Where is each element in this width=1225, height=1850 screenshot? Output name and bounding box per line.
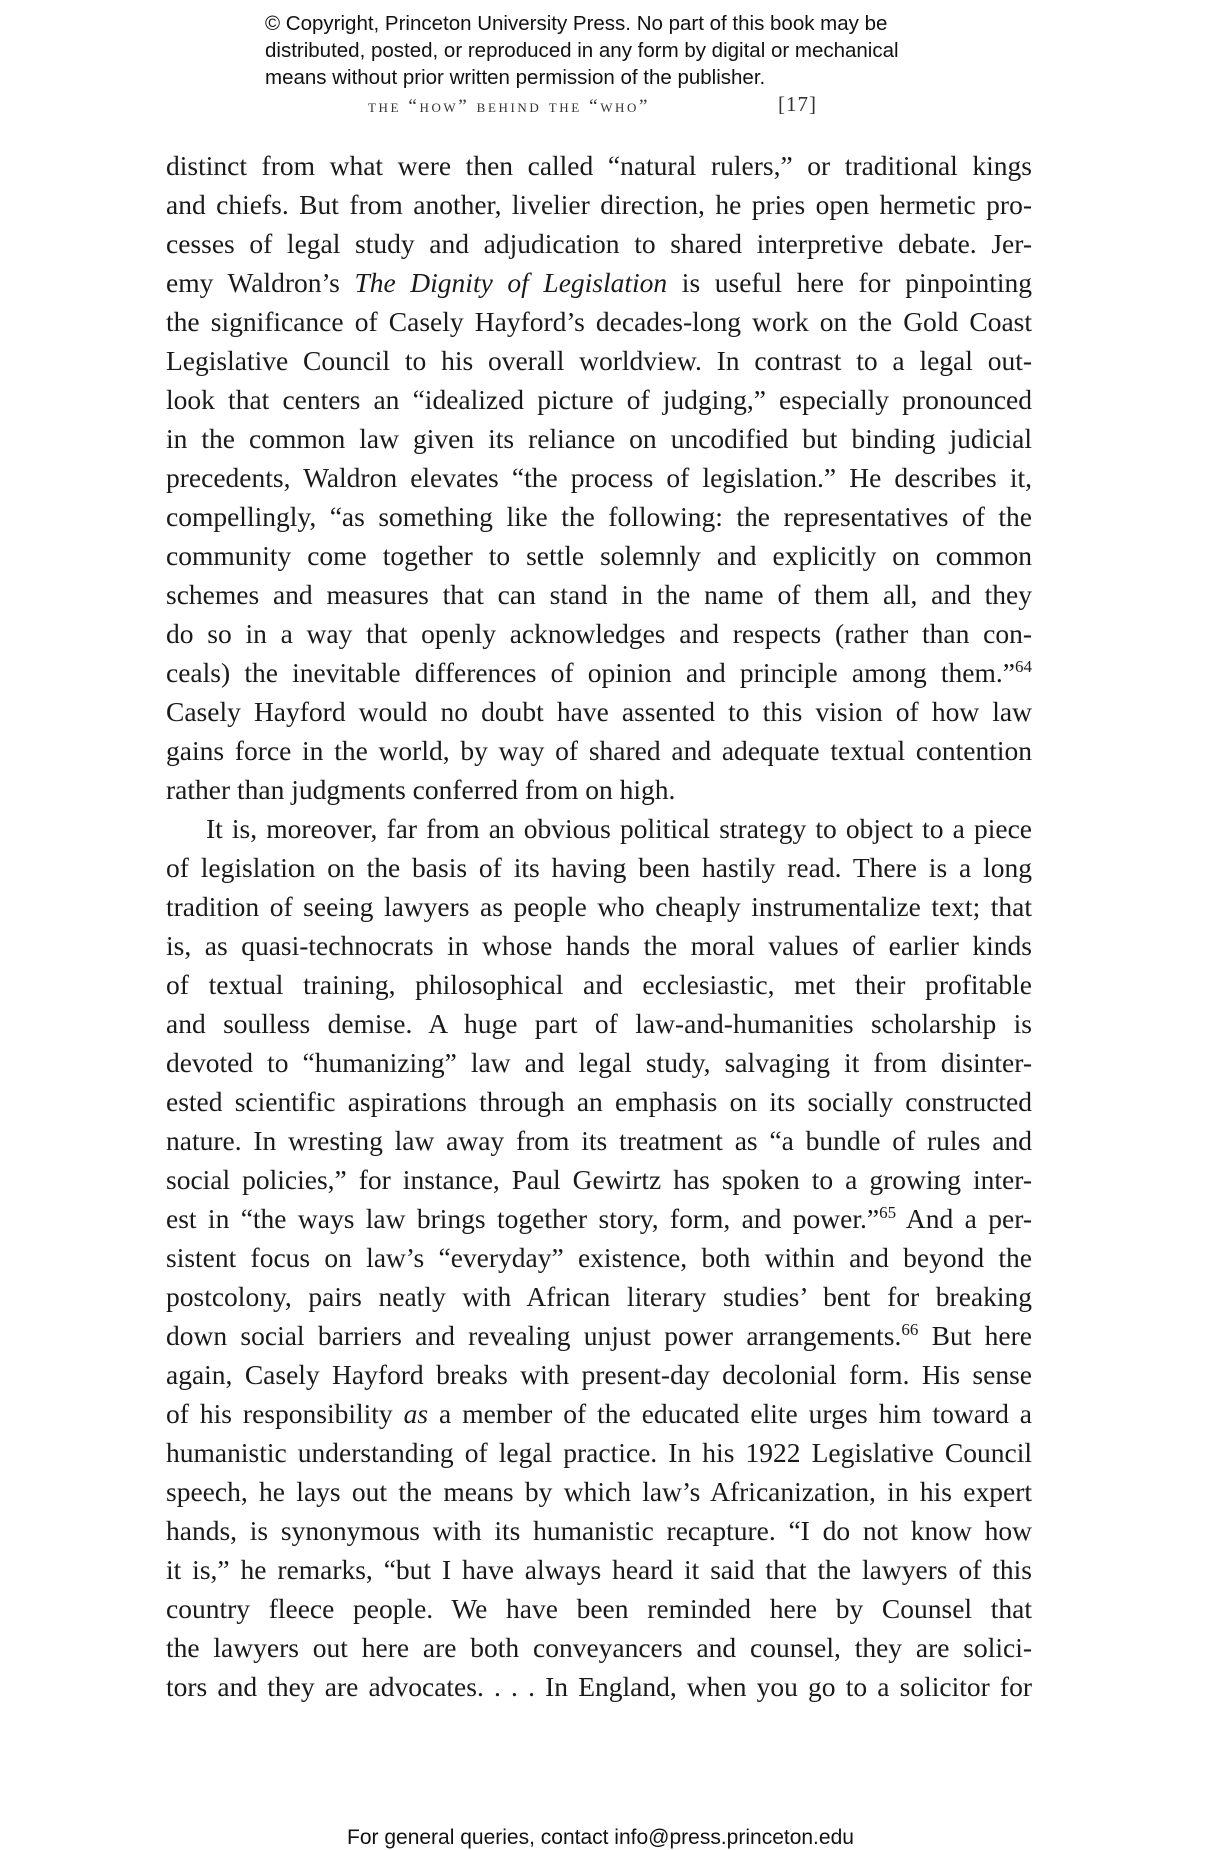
text-line: sistent focus on law’s “everyday” existence, both within and beyond the xyxy=(166,1242,1032,1273)
text-line: down social barriers and revealing unjust power arrangements.$^{66}$ But here xyxy=(166,1320,1032,1351)
text-line: devoted to “humanizing” law and legal study, salvaging it from disinter- xyxy=(166,1047,1032,1078)
text-line: schemes and measures that can stand in the name of them all, and they xyxy=(166,579,1032,610)
page-number: [17] xyxy=(778,92,817,116)
book-title-italic: The Dignity of Legislation xyxy=(354,267,668,298)
text-line: distinct from what were then called “natural rulers,” or traditional kings xyxy=(166,150,1032,181)
footnote-ref[interactable]: 65 xyxy=(879,1203,897,1222)
text-line: humanistic understanding of legal practice. In his 1922 Legislative Council xyxy=(166,1437,1032,1468)
text-line: gains force in the world, by way of shared and adequate textual contention xyxy=(166,735,1032,766)
copyright-notice xyxy=(265,10,1025,91)
text-line: of textual training, philosophical and ecclesiastic, met their profitable xyxy=(166,969,1032,1000)
text-line: rather than judgments conferred from on high. xyxy=(166,774,676,805)
text-line: community come together to settle solemnly and explicitly on common xyxy=(166,540,1032,571)
text-line: hands, is synonymous with its humanistic recapture. “I do not know how xyxy=(166,1515,1032,1546)
text-line: again, Casely Hayford breaks with present-day decolonial form. His sense xyxy=(166,1359,1032,1390)
footnote-ref[interactable]: 64 xyxy=(1015,657,1032,676)
text-line: of his responsibility as a member of the educated elite urges him toward a xyxy=(166,1398,1032,1429)
text-line: look that centers an “idealized picture of judging,” especially pronounced xyxy=(166,384,1032,415)
text-line: postcolony, pairs neatly with African literary studies’ bent for breaking xyxy=(166,1281,1032,1312)
text-line: speech, he lays out the means by which law’s Africanization, in his expert xyxy=(166,1476,1032,1507)
text-line: and chiefs. But from another, livelier direction, he pries open hermetic pro- xyxy=(166,189,1032,220)
text-line: is, as quasi-technocrats in whose hands the moral values of earlier kinds xyxy=(166,930,1032,961)
copyright-line: © Copyright, Princeton University Press. No part of this book may be xyxy=(265,12,888,35)
text-line: Casely Hayford would no doubt have assented to this vision of how law xyxy=(166,696,1032,727)
copyright-line: distributed, posted, or reproduced in any form by digital or mechanical xyxy=(265,39,899,62)
body-text xyxy=(166,146,1032,1706)
italic-emphasis: as xyxy=(403,1398,429,1429)
text-line: social policies,” for instance, Paul Gewirtz has spoken to a growing inter- xyxy=(166,1164,1032,1195)
running-head-title: the “how” behind the “who” xyxy=(368,96,651,117)
text-line: and soulless demise. A huge part of law-and-humanities scholarship is xyxy=(166,1008,1032,1039)
text-line: do so in a way that openly acknowledges and respects (rather than con- xyxy=(166,618,1032,649)
text-line: tradition of seeing lawyers as people who cheaply instrumentalize text; that xyxy=(166,891,1032,922)
text-line: ested scientific aspirations through an emphasis on its socially constructed xyxy=(166,1086,1032,1117)
text-line: It is, moreover, far from an obvious political strategy to object to a piece xyxy=(206,813,1032,844)
text-line: country fleece people. We have been reminded here by Counsel that xyxy=(166,1593,1032,1624)
text-line: the significance of Casely Hayford’s decades-long work on the Gold Coast xyxy=(166,306,1032,337)
text-line: in the common law given its reliance on uncodified but binding judicial xyxy=(166,423,1032,454)
text-line: nature. In wresting law away from its treatment as “a bundle of rules and xyxy=(166,1125,1032,1156)
text-line: the lawyers out here are both conveyancers and counsel, they are solici- xyxy=(166,1632,1032,1663)
copyright-line: means without prior written permission of the publisher. xyxy=(265,66,766,89)
text-line: compellingly, “as something like the following: the representatives of the xyxy=(166,501,1032,532)
text-line: precedents, Waldron elevates “the process of legislation.” He describes it, xyxy=(166,462,1032,493)
footer-contact: For general queries, contact info@press.princeton.edu xyxy=(347,1826,854,1849)
text-line: tors and they are advocates. . . . In England, when you go to a solicitor for xyxy=(166,1671,1032,1702)
footnote-ref[interactable]: 66 xyxy=(901,1320,919,1339)
text-line: emy Waldron’s The Dignity of Legislation is useful here for pinpointing xyxy=(166,267,1033,298)
text-line: cesses of legal study and adjudication to shared interpretive debate. Jer- xyxy=(166,228,1032,259)
text-line: est in “the ways law brings together story, form, and power.”$^{65}$ And a per- xyxy=(166,1203,1032,1234)
text-line: Legislative Council to his overall worldview. In contrast to a legal out- xyxy=(166,345,1032,376)
text-line: of legislation on the basis of its having been hastily read. There is a long xyxy=(166,852,1032,883)
text-line: ceals) the inevitable differences of opinion and principle among them.”$^{64}$ xyxy=(166,657,1032,688)
text-line: it is,” he remarks, “but I have always heard it said that the lawyers of this xyxy=(166,1554,1032,1585)
